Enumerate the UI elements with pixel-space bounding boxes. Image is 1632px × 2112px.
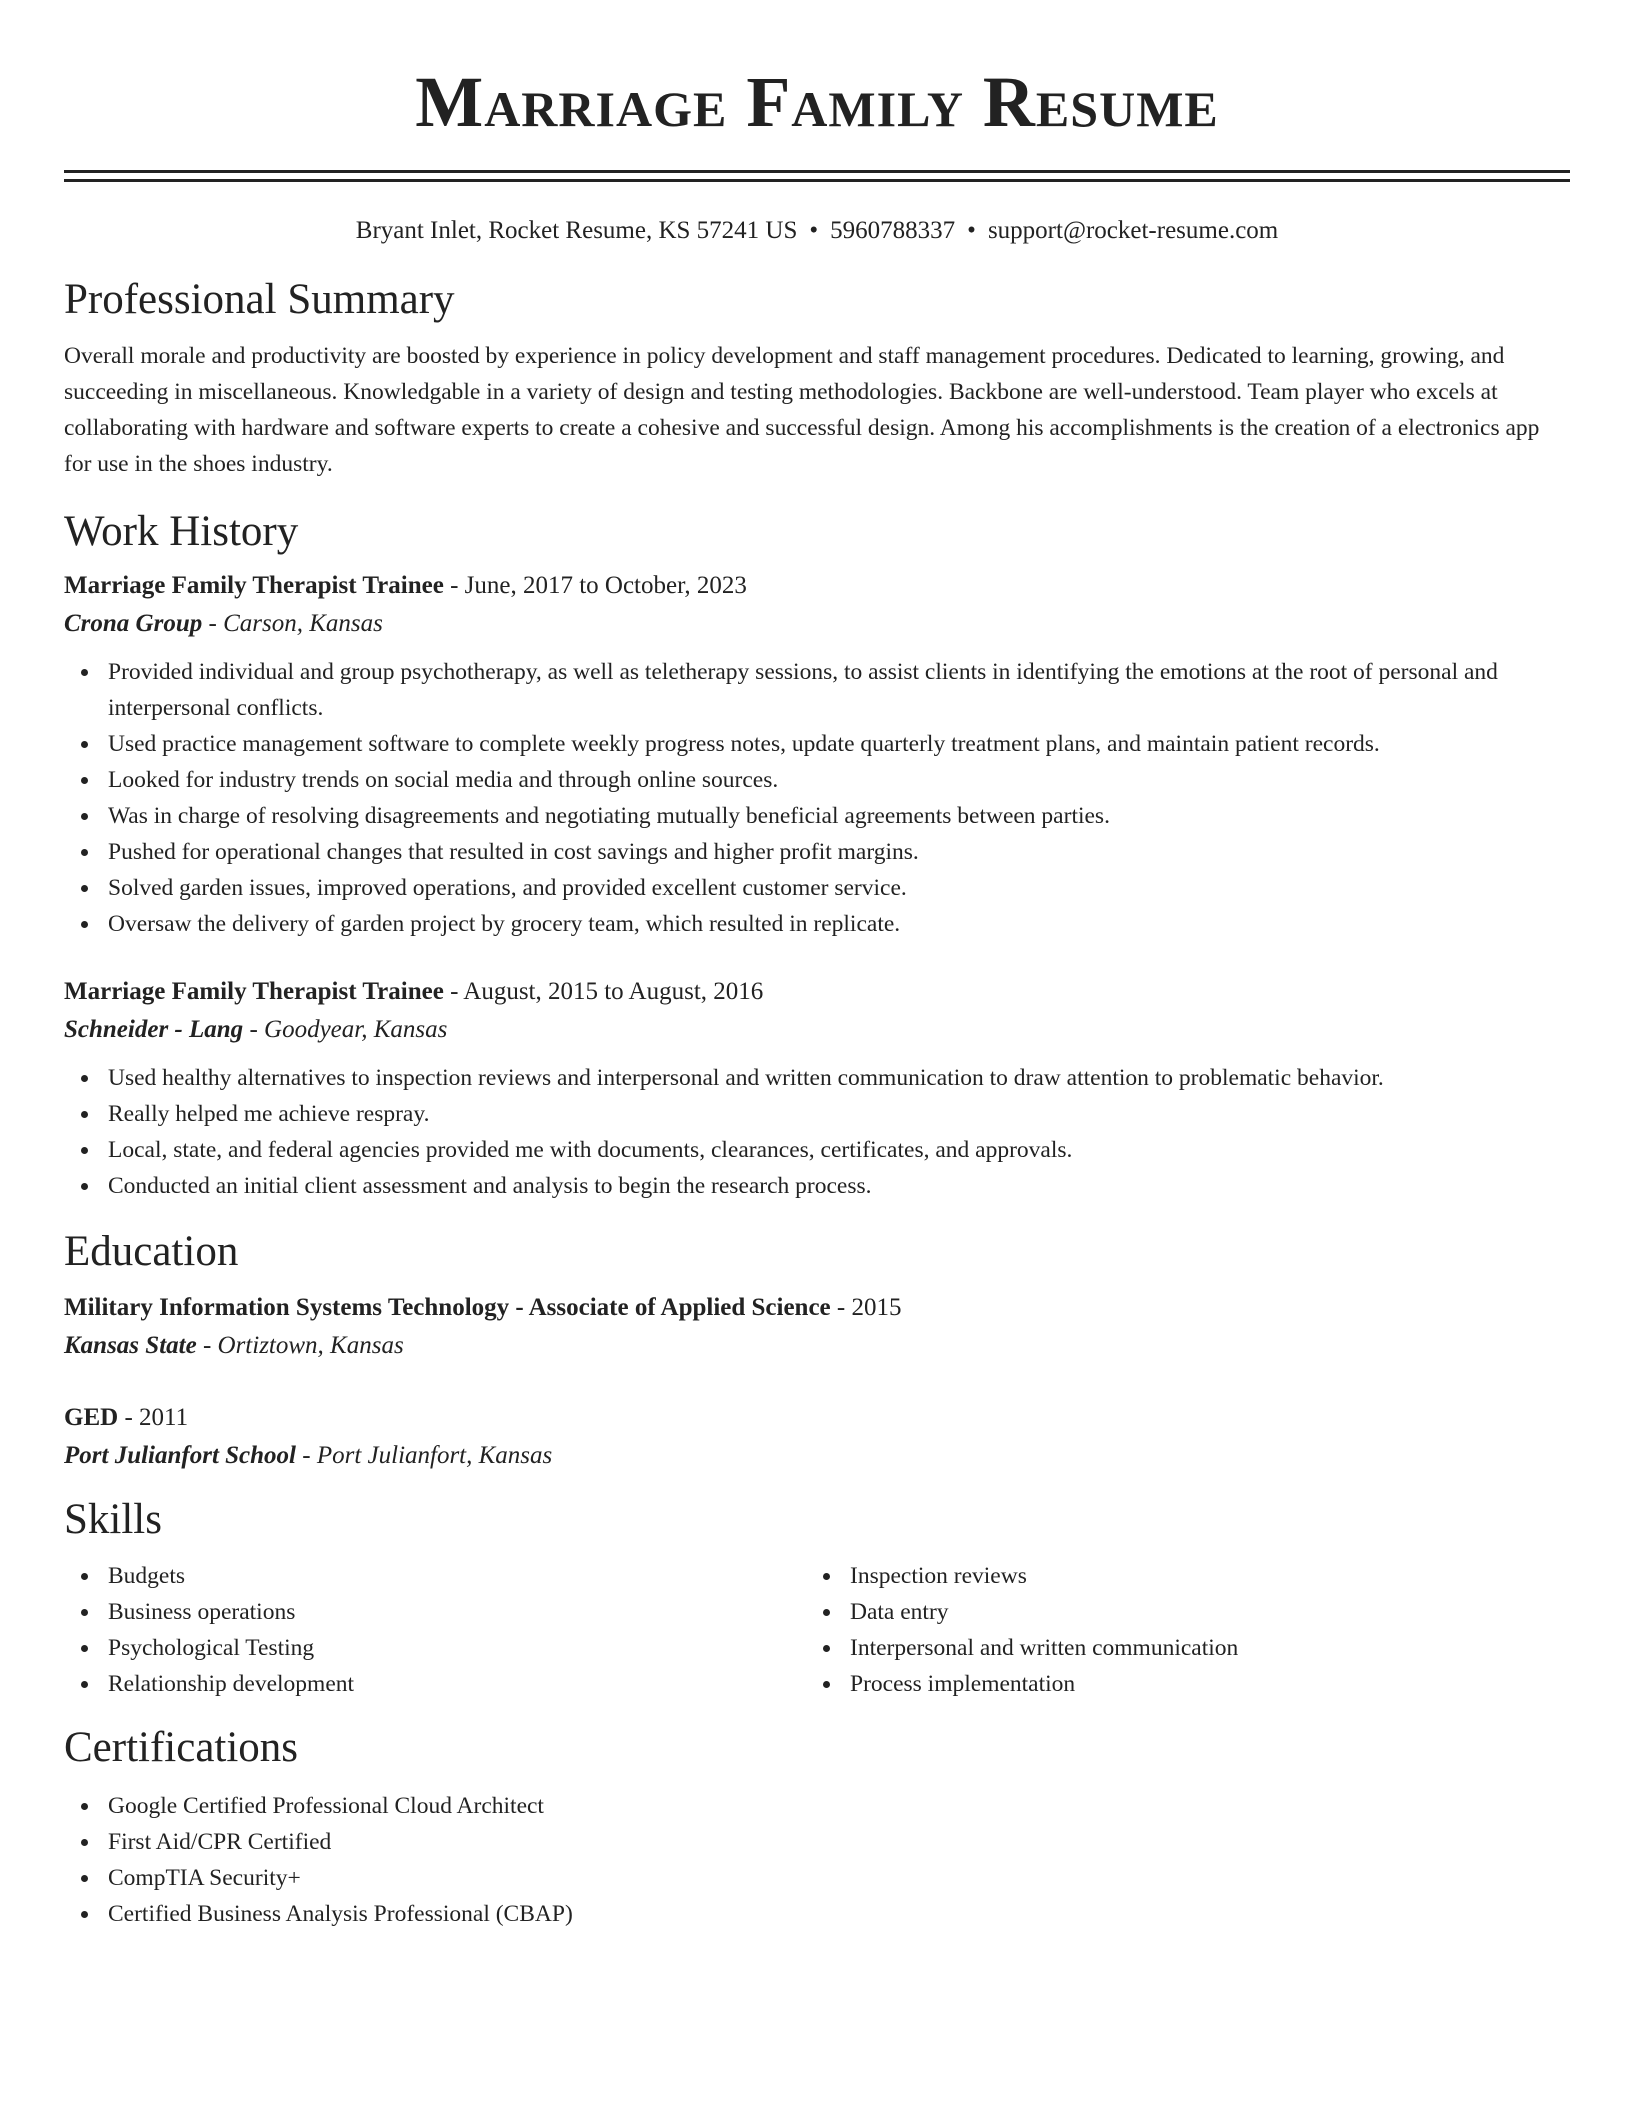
job-title: Marriage Family Therapist Trainee — [64, 572, 444, 599]
list-item: Google Certified Professional Cloud Architect — [108, 1788, 1570, 1824]
title-divider-bottom — [64, 179, 1570, 182]
education-school: Port Julianfort School — [64, 1442, 296, 1469]
job-entry — [64, 974, 1570, 1204]
education-location: - Ortiztown, Kansas — [196, 1332, 404, 1359]
list-item: Business operations — [108, 1594, 806, 1630]
contact-address: Bryant Inlet, Rocket Resume, KS 57241 US — [355, 217, 798, 244]
list-item: Was in charge of resolving disagreements and negotiating mutually beneficial agreements between parties. — [108, 798, 1570, 834]
education-heading: Education — [64, 1228, 239, 1275]
contact-separator: • — [967, 217, 976, 244]
skills-bullets-left — [64, 1558, 806, 1702]
work-history-heading: Work History — [64, 508, 299, 555]
job-location: - Carson, Kansas — [202, 610, 383, 637]
list-item: Local, state, and federal agencies provided me with documents, clearances, certificates, and approvals. — [108, 1132, 1570, 1168]
list-item: Really helped me achieve respray. — [108, 1096, 1570, 1132]
list-item: First Aid/CPR Certified — [108, 1824, 1570, 1860]
job-dates: - June, 2017 to October, 2023 — [443, 572, 747, 599]
education-entry — [64, 1400, 1570, 1474]
resume-title: Marriage Family Resume — [415, 62, 1219, 142]
skills-heading: Skills — [64, 1496, 162, 1543]
education-entry — [64, 1290, 1570, 1364]
list-item: Provided individual and group psychotherapy, as well as teletherapy sessions, to assist clients in identifying the emotions at the root of personal and interpersonal conflicts. — [108, 654, 1570, 726]
list-item: Data entry — [850, 1594, 1548, 1630]
contact-email: support@rocket-resume.com — [987, 217, 1279, 244]
education-location: - Port Julianfort, Kansas — [296, 1442, 553, 1469]
education-year: - 2015 — [830, 1294, 902, 1321]
education-school: Kansas State — [64, 1332, 197, 1359]
education-degree-line — [64, 1290, 1570, 1326]
list-item: Certified Business Analysis Professional (CBAP) — [108, 1896, 1570, 1932]
list-item: Budgets — [108, 1558, 806, 1594]
job-dates: - August, 2015 to August, 2016 — [443, 978, 764, 1005]
job-company: Schneider - Lang — [64, 1016, 244, 1043]
job-title-line — [64, 974, 1570, 1010]
list-item: Conducted an initial client assessment and analysis to begin the research process. — [108, 1168, 1570, 1204]
list-item: Psychological Testing — [108, 1630, 806, 1666]
list-item: Pushed for operational changes that resulted in cost savings and higher profit margins. — [108, 834, 1570, 870]
contact-line — [64, 216, 1570, 246]
job-company-line — [64, 606, 1570, 642]
list-item: Used practice management software to complete weekly progress notes, update quarterly treatment plans, and maintain patient records. — [108, 726, 1570, 762]
education-degree: GED — [64, 1404, 119, 1431]
list-item: Solved garden issues, improved operations, and provided excellent customer service. — [108, 870, 1570, 906]
contact-phone: 5960788337 — [830, 217, 956, 244]
list-item: Interpersonal and written communication — [850, 1630, 1548, 1666]
job-entry — [64, 568, 1570, 942]
list-item: Looked for industry trends on social media and through online sources. — [108, 762, 1570, 798]
job-bullets — [64, 654, 1570, 942]
resume-page — [64, 0, 1570, 1932]
title-divider-top — [64, 170, 1570, 173]
job-bullets — [64, 1060, 1570, 1204]
job-company-line — [64, 1012, 1570, 1048]
skills-bullets-right — [806, 1558, 1548, 1702]
summary-text: Overall morale and productivity are boosted by experience in policy development and staff management procedures. Dedicated to learning, growing, and succeeding in miscellaneous. Knowledgable in a variety of design and testing methodologies. Backbone are well-understood. Team player who excels at collaborating with hardware and software experts to create a cohesive and successful design. Among his accomplishments is the creation of a electronics app for use in the shoes industry. — [64, 343, 1540, 477]
certifications-list — [64, 1788, 1570, 1932]
list-item: CompTIA Security+ — [108, 1860, 1570, 1896]
job-company: Crona Group — [64, 610, 203, 637]
skills-column-left — [64, 1558, 806, 1702]
education-degree: Military Information Systems Technology - Associate of Applied Science — [64, 1294, 831, 1321]
list-item: Inspection reviews — [850, 1558, 1548, 1594]
skills-list — [64, 1558, 1570, 1702]
job-title-line — [64, 568, 1570, 604]
contact-separator: • — [809, 217, 819, 244]
job-title: Marriage Family Therapist Trainee — [64, 978, 444, 1005]
skills-column-right — [806, 1558, 1548, 1702]
list-item: Used healthy alternatives to inspection reviews and interpersonal and written communication to draw attention to problematic behavior. — [108, 1060, 1570, 1096]
list-item: Oversaw the delivery of garden project by grocery team, which resulted in replicate. — [108, 906, 1570, 942]
education-school-line — [64, 1328, 1570, 1364]
education-school-line — [64, 1438, 1570, 1474]
education-year: - 2011 — [118, 1404, 189, 1431]
education-degree-line — [64, 1400, 1570, 1436]
summary-heading: Professional Summary — [64, 276, 455, 323]
job-location: - Goodyear, Kansas — [243, 1016, 448, 1043]
list-item: Relationship development — [108, 1666, 806, 1702]
certifications-heading: Certifications — [64, 1724, 299, 1771]
list-item: Process implementation — [850, 1666, 1548, 1702]
